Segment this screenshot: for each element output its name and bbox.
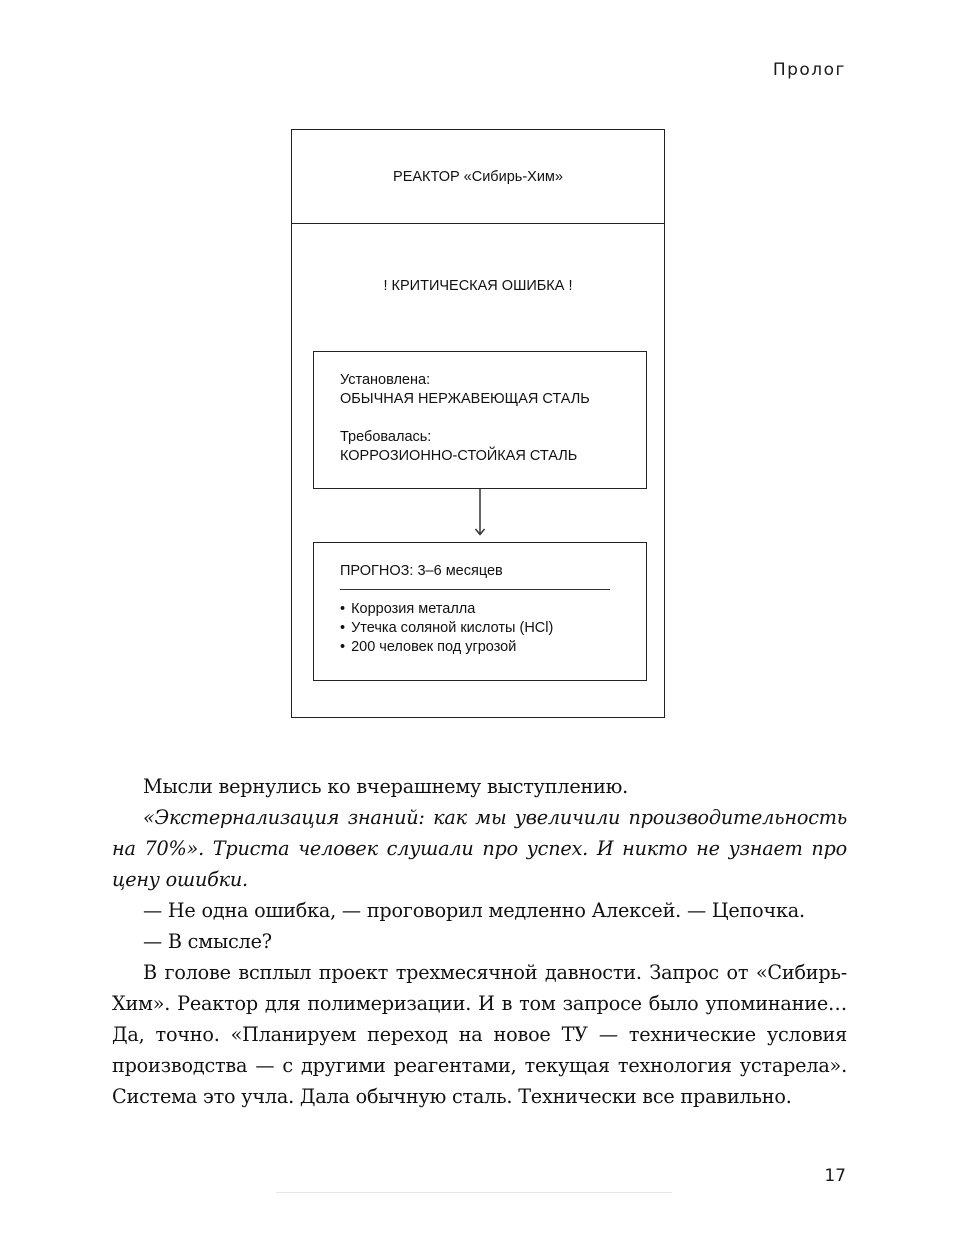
forecast-item: • 200 человек под угрозой: [340, 638, 646, 657]
critical-error-label: ! КРИТИЧЕСКАЯ ОШИБКА !: [383, 278, 573, 294]
forecast-title: ПРОГНОЗ: 3–6 месяцев: [340, 563, 503, 579]
forecast-list: [340, 600, 646, 657]
paragraph-italic-quote: [112, 802, 847, 895]
paragraph: Мысли вернулись ко вчерашнему выступлению.: [143, 775, 629, 798]
paragraph-dialogue: — В смысле?: [143, 930, 272, 953]
paragraph-dialogue: — Не одна ошибка, — проговорил медленно Алексей. — Цепочка.: [143, 899, 805, 922]
forecast-item: • Утечка соляной кислоты (HCl): [340, 619, 646, 638]
installed-label: Установлена:: [340, 372, 431, 388]
italic-quote: «Экстернализация знаний: как мы увеличили производительность на 70%». Триста человек слушали про успех. И никто не узнает про цену ошибки.: [112, 806, 847, 891]
steel-comparison-box: [313, 351, 647, 489]
forecast-divider: [340, 589, 610, 590]
required-label: Требовалась:: [340, 429, 432, 445]
installed-value: ОБЫЧНАЯ НЕРЖАВЕЮЩАЯ СТАЛЬ: [340, 391, 590, 407]
reactor-error-diagram: [291, 129, 665, 718]
forecast-item: • Коррозия металла: [340, 600, 646, 619]
forecast-box: [313, 542, 647, 681]
page-number: 17: [824, 1166, 846, 1186]
body-text: [112, 771, 847, 1112]
diagram-title: РЕАКТОР «Сибирь-Хим»: [393, 168, 563, 185]
running-head: Пролог: [772, 60, 846, 80]
paragraph: В голове всплыл проект трехмесячной давности. Запрос от «Сибирь-Хим». Реактор для полимеризации. И в том запросе было упоминание… Да, точно. «Планируем переход на новое ТУ — технические условия производства — с другими реагентами, текущая технология устарела». Система это учла. Дала обычную сталь. Технически все правильно.: [112, 961, 847, 1108]
arrow-down-icon: [474, 489, 486, 536]
diagram-header: [292, 130, 664, 224]
required-value: КОРРОЗИОННО-СТОЙКАЯ СТАЛЬ: [340, 448, 578, 464]
footer-divider: [276, 1192, 672, 1193]
